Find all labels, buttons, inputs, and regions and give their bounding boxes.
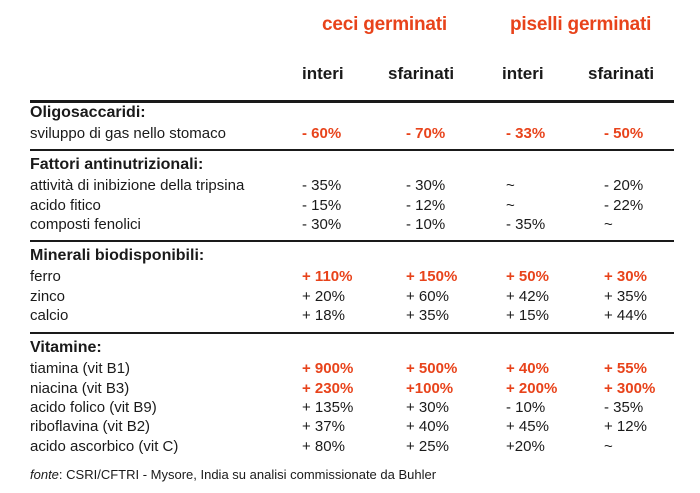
cell-value: + 37% — [302, 418, 345, 436]
cell-value: + 35% — [406, 306, 449, 324]
cell-value: +100% — [406, 379, 454, 397]
cell-value: - 35% — [604, 398, 644, 416]
cell-value: + 30% — [406, 398, 449, 416]
footnote-text: : CSRI/CFTRI - Mysore, India su analisi commissionate da Buhler — [58, 467, 437, 482]
col-header-ceci-sfarinati: sfarinati — [388, 64, 455, 83]
row-label: acido fitico — [30, 196, 101, 214]
col-header-ceci-interi: interi — [302, 64, 344, 83]
cell-value: + 80% — [302, 437, 345, 455]
cell-value: + 230% — [302, 379, 354, 397]
row-label: acido folico (vit B9) — [30, 398, 157, 416]
col-header-piselli-interi: interi — [502, 64, 544, 83]
cell-value: + 20% — [302, 287, 345, 305]
row-label: tiamina (vit B1) — [30, 360, 131, 378]
cell-value: + 55% — [604, 360, 647, 378]
group-header-piselli: piselli germinati — [510, 14, 652, 35]
col-header-piselli-sfarinati: sfarinati — [588, 64, 655, 83]
cell-value: + 500% — [406, 360, 458, 378]
footnote — [30, 467, 436, 482]
cell-value: + 45% — [506, 418, 549, 436]
cell-value: - 60% — [302, 125, 342, 143]
cell-value: + 40% — [506, 360, 549, 378]
cell-value: ~ — [604, 215, 613, 233]
cell-value: - 30% — [406, 177, 446, 195]
cell-value: + 25% — [406, 437, 449, 455]
cell-value: ~ — [604, 437, 613, 455]
cell-value: + 30% — [604, 268, 647, 286]
cell-value: + 18% — [302, 306, 345, 324]
section-divider — [30, 149, 674, 151]
cell-value: + 900% — [302, 360, 354, 378]
row-label: sviluppo di gas nello stomaco — [30, 125, 226, 143]
section-divider — [30, 332, 674, 334]
row-label: calcio — [30, 306, 69, 324]
section-title: Oligosaccaridi: — [30, 104, 146, 121]
cell-value: - 15% — [302, 196, 342, 214]
cell-value: - 20% — [604, 177, 644, 195]
row-label: riboflavina (vit B2) — [30, 418, 151, 436]
section-title: Fattori antinutrizionali: — [30, 156, 204, 173]
cell-value: ~ — [506, 177, 515, 195]
cell-value: - 10% — [506, 398, 546, 416]
group-header-ceci: ceci germinati — [322, 14, 447, 35]
cell-value: + 42% — [506, 287, 549, 305]
cell-value: + 200% — [506, 379, 558, 397]
row-label: composti fenolici — [30, 215, 141, 233]
cell-value: - 30% — [302, 215, 342, 233]
cell-value: + 50% — [506, 268, 549, 286]
cell-value: + 60% — [406, 287, 449, 305]
cell-value: - 35% — [506, 215, 546, 233]
cell-value: + 110% — [302, 268, 353, 286]
section-title: Minerali biodisponibili: — [30, 247, 205, 264]
cell-value: - 22% — [604, 196, 644, 214]
cell-value: + 150% — [406, 268, 458, 286]
cell-value: + 135% — [302, 398, 354, 416]
cell-value: ~ — [506, 196, 515, 214]
cell-value: - 12% — [406, 196, 446, 214]
row-label: ferro — [30, 268, 61, 286]
cell-value: - 35% — [302, 177, 342, 195]
cell-value: + 40% — [406, 418, 449, 436]
cell-value: + 44% — [604, 306, 647, 324]
cell-value: +20% — [506, 437, 545, 455]
cell-value: - 50% — [604, 125, 644, 143]
row-label: attività di inibizione della tripsina — [30, 177, 245, 195]
cell-value: - 70% — [406, 125, 446, 143]
section-title: Vitamine: — [30, 339, 102, 356]
row-label: acido ascorbico (vit C) — [30, 437, 179, 455]
section-divider — [30, 100, 674, 103]
cell-value: + 35% — [604, 287, 647, 305]
cell-value: - 10% — [406, 215, 446, 233]
cell-value: + 15% — [506, 306, 549, 324]
section-divider — [30, 240, 674, 242]
footnote-prefix: fonte — [30, 467, 59, 482]
row-label: zinco — [30, 287, 66, 305]
cell-value: + 12% — [604, 418, 647, 436]
cell-value: + 300% — [604, 379, 656, 397]
cell-value: - 33% — [506, 125, 546, 143]
row-label: niacina (vit B3) — [30, 379, 130, 397]
